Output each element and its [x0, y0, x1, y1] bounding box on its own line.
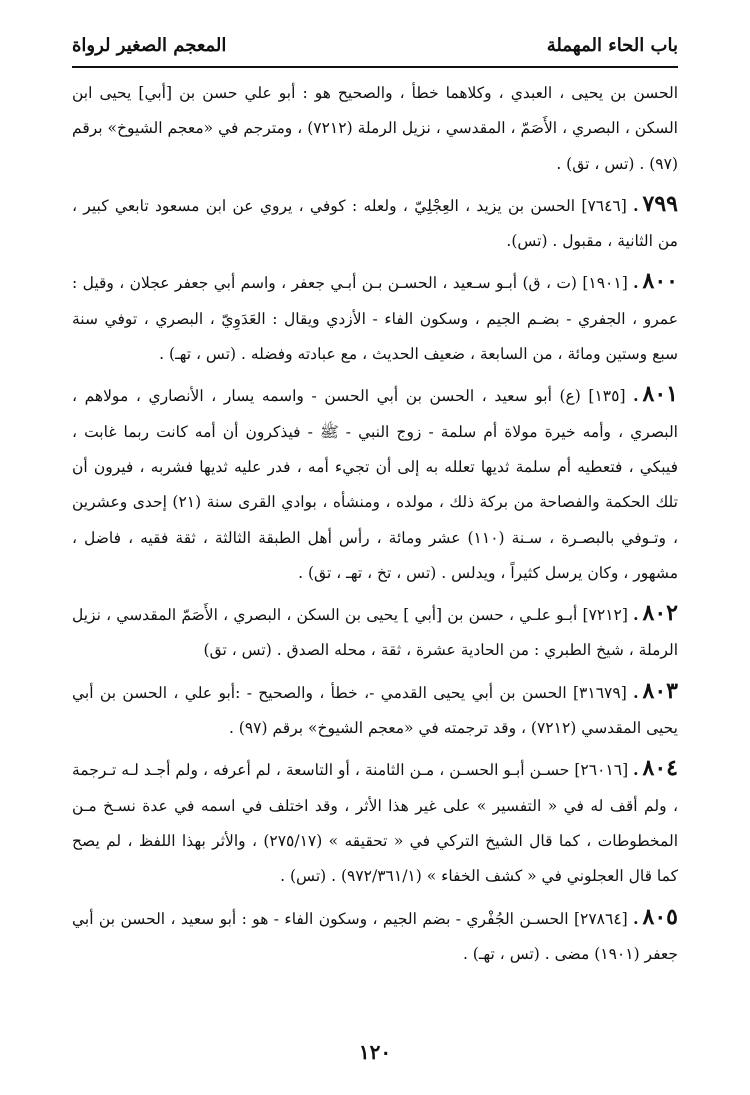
- entry-text: [٣١٦٧٩] الحسن بن أبي يحيى القدمي -، خطأ ، والصحيح - :أبو علي ، الحسن بن أبي يحيى المقدسي (٧٢١٢) ، وقد ترجمته في «معجم الشيوخ» برقم (٩٧) .: [72, 683, 678, 738]
- entry-text: [٧٢١٢] أبـو علـي ، حسن بن [أبي ] يحيى بن السكن ، البصري ، الأَصَمّ المقدسي ، نزيل الرملة ، شيخ الطبري : من الحادية عشرة ، ثقة ، محله الصدق . (تس ، تق): [72, 606, 678, 660]
- entry-number: ٨٠٢: [642, 600, 678, 627]
- entry-803: ٨٠٣. [٣١٦٧٩] الحسن بن أبي يحيى القدمي -، خطأ ، والصحيح - :أبو علي ، الحسن بن أبي يحيى المقدسي (٧٢١٢) ، وقد ترجمته في «معجم الشيوخ» برقم (٩٧) .: [72, 677, 678, 738]
- entry-number: ٨٠٠: [642, 268, 678, 295]
- continuation-paragraph: الحسن بن يحيى ، العبدي ، وكلاهما خطأ ، والصحيح هو : أبو علي حسن بن [أبي] يحيى ابن السكن ، البصري ، الأَصَمّ ، المقدسي ، نزيل الرملة (٧٢١٢) ، ومترجم في «معجم الشيوخ» برقم (٩٧) . (تس ، تق) .: [72, 84, 678, 173]
- entry-804: ٨٠٤. [٢٦٠١٦] حسـن أبـو الحسـن ، مـن الثامنة ، أو التاسعة ، لم أعرفه ، ولم أجـد لـه تـرجمة ، ولم أقف له في « التفسير » على غير هذا الأثر ، وقد اختلف في اسمه في عدة نسـخ مـن المخطوطات ، كما قال الشيخ التركي في « تحقيقه » (٢٧٥/١٧) ، والأثر بهذا اللفظ ، لم يصح كما قال العجلوني في « كشف الخفاء » (٩٧٢/٣٦١/١) . (تس) .: [72, 755, 678, 886]
- entry-text: [٧٦٤٦] الحسن بن يزيد ، العِجْلِيّ ، ولعله : كوفي ، يروي عن ابن مسعود تابعي كبير ، من الثانية ، مقبول . (تس).: [72, 196, 678, 251]
- book-title: المعجم الصغير لرواة: [72, 34, 227, 56]
- entry-805: ٨٠٥. [٢٧٨٦٤] الحسـن الجُفْري - بضم الجيم ، وسكون الفاء - هو : أبو سعيد ، الحسن بن أبي جعفر (١٩٠١) مضى . (تس ، تهـ) .: [72, 903, 678, 963]
- entry-799: ٧٩٩. [٧٦٤٦] الحسن بن يزيد ، العِجْلِيّ ، ولعله : كوفي ، يروي عن ابن مسعود تابعي كبير ، من الثانية ، مقبول . (تس).: [72, 190, 678, 251]
- entry-801: ٨٠١. [١٣٥] (ع) أبو سعيد ، الحسن بن أبي الحسن - واسمه يسار ، الأنصاري ، مولاهم ، البصري ، وأمه خيرة مولاة أم سلمة - زوج النبي - ﷺ - فيذكرون أن أمه كانت ربما غابت ، فيبكي ، فتعطيه أم سلمة ثديها تعلله به إلى أن تجيء أمه ، فدر عليه ثديها فشربه ، فيرون أن تلك الحكمة والفصاحة من بركة ذلك ، مولده ، ومنشأه ، بوادي القرى سنة (٢١) إحدى وعشرين ، وتـوفي بالبصـرة ، سـنة (١١٠) عشر ومائة ، رأس أهل الطبقة الثالثة ، ثقة فقيه ، فاضل ، مشهور ، وكان يرسل كثيراً ، ويدلس . (تس ، تخ ، تهـ ، تق) .: [72, 381, 678, 582]
- page-number: ١٢٠: [358, 1040, 392, 1064]
- page-body: [72, 76, 678, 977]
- entry-text: [٢٧٨٦٤] الحسـن الجُفْري - بضم الجيم ، وسكون الفاء - هو : أبو سعيد ، الحسن بن أبي جعفر (١٩٠١) مضى . (تس ، تهـ) .: [72, 909, 678, 963]
- header-divider: [72, 66, 678, 68]
- entry-text: [١٣٥] (ع) أبو سعيد ، الحسن بن أبي الحسن - واسمه يسار ، الأنصاري ، مولاهم ، البصري ، وأمه خيرة مولاة أم سلمة - زوج النبي - ﷺ - فيذكرون أن أمه كانت ربما غابت ، فيبكي ، فتعطيه أم سلمة ثديها تعلله به إلى أن تجيء أمه ، فدر عليه ثديها فشربه ، فيرون أن تلك الحكمة والفصاحة من بركة ذلك ، مولده ، ومنشأه ، بوادي القرى سنة (٢١) إحدى وعشرين ، وتـوفي بالبصـرة ، سـنة (١١٠) عشر ومائة ، رأس أهل الطبقة الثالثة ، ثقة فقيه ، فاضل ، مشهور ، وكان يرسل كثيراً ، ويدلس . (تس ، تخ ، تهـ ، تق) .: [72, 387, 678, 582]
- entry-number: ٧٩٩: [642, 190, 678, 217]
- entry-number: ٨٠٥: [642, 903, 678, 930]
- chapter-title: باب الحاء المهملة: [546, 34, 678, 56]
- entry-number: ٨٠١: [642, 381, 678, 408]
- entry-text: [١٩٠١] (ت ، ق) أبـو سـعيد ، الحسـن بـن أبـي جعفر ، واسم أبي جعفر عجلان ، وقيل : عمرو ، الجفري - بضـم الجيم ، وسكون الفاء - الأزدي ويقال : العَدَوِيّ ، البصري ، توفي سنة سبع وستين ومائة ، من السابعة ، ضعيف الحديث ، مع عبادته وفضله . (تس ، تهـ) .: [72, 274, 678, 364]
- running-header: [72, 30, 678, 60]
- entry-800: ٨٠٠. [١٩٠١] (ت ، ق) أبـو سـعيد ، الحسـن بـن أبـي جعفر ، واسم أبي جعفر عجلان ، وقيل : عمرو ، الجفري - بضـم الجيم ، وسكون الفاء - الأزدي ويقال : العَدَوِيّ ، البصري ، توفي سنة سبع وستين ومائة ، من السابعة ، ضعيف الحديث ، مع عبادته وفضله . (تس ، تهـ) .: [72, 268, 678, 364]
- entry-number: ٨٠٤: [642, 755, 678, 782]
- entry-number: ٨٠٣: [642, 677, 678, 704]
- entry-text: [٢٦٠١٦] حسـن أبـو الحسـن ، مـن الثامنة ، أو التاسعة ، لم أعرفه ، ولم أجـد لـه تـرجمة ، ولم أقف له في « التفسير » على غير هذا الأثر ، وقد اختلف في اسمه في عدة نسـخ مـن المخطوطات ، كما قال الشيخ التركي في « تحقيقه » (٢٧٥/١٧) ، والأثر بهذا اللفظ ، لم يصح كما قال العجلوني في « كشف الخفاء » (٩٧٢/٣٦١/١) . (تس) .: [72, 761, 678, 886]
- entry-802: ٨٠٢. [٧٢١٢] أبـو علـي ، حسن بن [أبي ] يحيى بن السكن ، البصري ، الأَصَمّ المقدسي ، نزيل الرملة ، شيخ الطبري : من الحادية عشرة ، ثقة ، محله الصدق . (تس ، تق): [72, 600, 678, 660]
